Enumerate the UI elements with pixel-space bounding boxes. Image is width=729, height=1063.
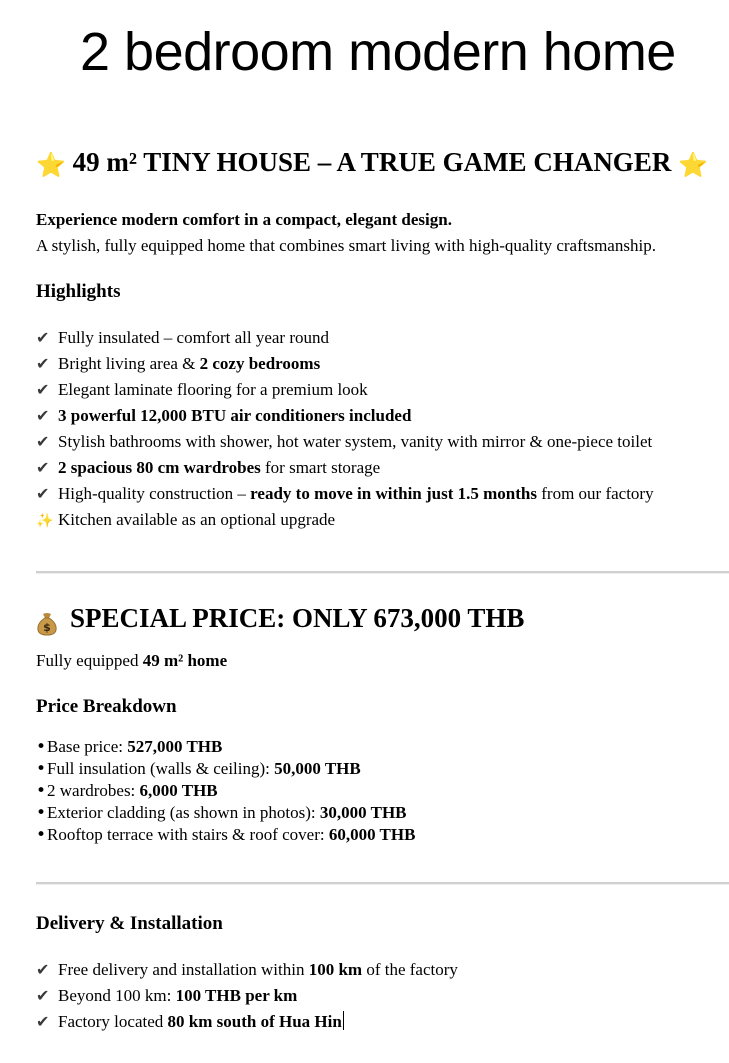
price-breakdown-list [36,736,729,846]
check-icon: ✔ [36,959,50,979]
price-heading [36,598,729,638]
list-item-text: High-quality construction – [58,483,251,503]
list-item-bold: ready to move in within just 1.5 months [250,483,537,503]
check-icon: ✔ [36,379,50,399]
list-item [36,1009,729,1035]
list-item [36,403,729,429]
price-breakdown-heading: Price Breakdown [36,695,177,717]
list-item [36,758,729,780]
bullet-icon: • [36,758,47,779]
list-item-text: Beyond 100 km: [58,985,176,1005]
list-item-bold: 2 cozy bedrooms [199,353,321,373]
bullet-icon: • [36,780,47,801]
check-icon: ✔ [36,1011,50,1031]
bullet-icon: • [36,802,47,823]
price-subtitle-text: Fully equipped [36,650,143,670]
intro-bold: Experience modern comfort in a compact, elegant design. [36,209,452,229]
price-item-value: 527,000 THB [127,736,223,756]
delivery-heading: Delivery & Installation [36,912,223,934]
check-icon: ✔ [36,353,50,373]
list-item-text-after: from our factory [537,483,654,503]
list-item [36,983,729,1009]
price-item-value: 60,000 THB [328,824,416,844]
list-item [36,429,729,455]
intro-text: A stylish, fully equipped home that combines smart living with high-quality craftsmanship. [36,235,656,255]
list-item-text: Stylish bathrooms with shower, hot water system, vanity with mirror & one-piece toilet [58,431,653,451]
tiny-house-heading-text: 49 m² TINY HOUSE – A TRUE GAME CHANGER [72,147,672,177]
page-title: 2 bedroom modern home [80,22,676,82]
price-item-value: 6,000 THB [139,780,218,800]
delivery-list [36,957,729,1035]
list-item [36,736,729,758]
price-item-label: Rooftop terrace with stairs & roof cover: [47,824,329,844]
highlights-heading: Highlights [36,280,121,302]
list-item-text: Kitchen available as an optional upgrade [58,509,336,529]
price-item-label: Base price: [47,736,128,756]
list-item [36,325,729,351]
check-icon: ✔ [36,483,50,503]
document-body[interactable] [36,142,729,1035]
price-item-label: 2 wardrobes: [47,780,140,800]
list-item-text-after: of the factory [362,959,458,979]
price-item-label: Exterior cladding (as shown in photos): [47,802,320,822]
check-icon: ✔ [36,457,50,477]
list-item-text: Elegant laminate flooring for a premium look [58,379,368,399]
list-item-bold: 2 spacious 80 cm wardrobes [58,457,261,477]
list-item-bold: 3 powerful 12,000 BTU air conditioners included [58,405,412,425]
check-icon: ✔ [36,431,50,451]
price-subtitle-bold: 49 m² home [142,650,228,670]
moneybag-icon [36,607,58,634]
check-icon: ✔ [36,327,50,347]
list-item-text: Bright living area & [58,353,200,373]
list-item [36,455,729,481]
list-item-text: Free delivery and installation within [58,959,309,979]
list-item [36,824,729,846]
list-item [36,780,729,802]
list-item-text: for smart storage [260,457,381,477]
list-item [36,481,729,507]
list-item [36,507,729,534]
price-item-value: 30,000 THB [319,802,407,822]
check-icon: ✔ [36,985,50,1005]
list-item-bold: 100 km [308,959,363,979]
list-item [36,957,729,983]
svg-text:$: $ [43,620,51,634]
tiny-house-heading [36,142,729,185]
price-heading-text: SPECIAL PRICE: ONLY 673,000 THB [70,602,525,633]
star-icon: ⭐ [678,150,708,179]
bullet-icon: • [36,824,47,845]
price-subtitle [36,648,729,674]
price-item-value: 50,000 THB [274,758,361,778]
list-item [36,802,729,824]
list-item [36,351,729,377]
bullet-icon: • [36,736,47,757]
highlights-list [36,325,729,534]
star-icon: ⭐ [36,150,66,179]
check-icon: ✔ [36,405,50,425]
list-item-text: Fully insulated – comfort all year round [58,327,329,347]
price-item-label: Full insulation (walls & ceiling): [47,758,275,778]
list-item-bold: 100 THB per km [175,985,298,1005]
sparkle-icon: ✨ [36,512,54,529]
list-item-bold: 80 km south of Hua Hin [167,1011,342,1031]
text-cursor [343,1011,344,1030]
list-item [36,377,729,403]
list-item-text: Factory located [58,1011,168,1031]
